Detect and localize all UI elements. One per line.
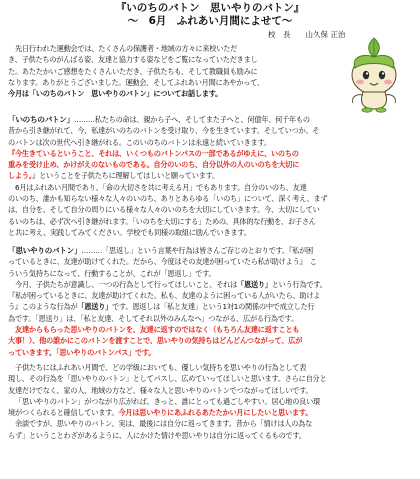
section-text: という行為です。 xyxy=(271,279,327,289)
section-text: らず」ということわざがあるように、人にかけた情けや思いやりは自分に返ってくるものです。 xyxy=(8,430,306,440)
section-text: ………私たちの命は、親から子へ、そしてまた子へと、何億年、何千年もの xyxy=(73,115,310,124)
page-title: 『いのちのバトン 思いやりのバトン』 xyxy=(115,2,305,14)
intro-line: き、子供たちのがんばる姿、友達と協力する姿などをご覧になっていただきまし xyxy=(8,55,258,65)
section-heading: 「いのちのバトン」 xyxy=(8,115,74,124)
section-heading: 「思いやりのバトン」 xyxy=(8,246,82,255)
author-line: 校 長 山久保 正治 xyxy=(268,30,346,39)
keyword: 「恩送り」 xyxy=(237,279,272,289)
section-life-baton xyxy=(8,114,412,238)
highlight-text: っていきます。「思いやりのバトンパス」です。 xyxy=(8,347,156,357)
intro-line: なります。ありがとうございました。運動会、そしてふれあい月間にあやかって、 xyxy=(8,77,264,87)
intro-line: 先日行われた運動会では、たくさんの保護者・地域の方々に来校いただ xyxy=(15,44,238,53)
section-text: 境がつくられると確信しています。 xyxy=(8,408,119,418)
section-text: 友達だけでなく、家の人、地域の方など、様々な人と思いやりのバトンでつながってほしいです。 xyxy=(8,385,313,395)
highlight-text: 今月は思いやりにあふれるあたたかい月にしたいと思います。 xyxy=(118,408,313,418)
section-text: 子供たちにはふれあい月間で、どの学級においても、優しい気持ちを思いやりの行為として表 xyxy=(15,363,307,372)
mascot-illustration xyxy=(333,35,415,113)
section-text: 『私が困っているときに、友達が助けてくれた。私も、友達のように困っている人がいたら、助けよ xyxy=(8,291,321,301)
section-text: ういう気持ちになって、行動することが、これが「恩返し」です。 xyxy=(8,268,216,278)
section-text: です。恩返しは「私と友達」という1対1の関係の中で成立した行 xyxy=(112,302,315,312)
section-text: るいのちは、必ず次へ引き継がれます。「いのちを大切にする」ための、具体的な行動を、お子さん xyxy=(8,216,316,226)
section-text: と共に考え、実践してみてください。学校でも同様の取組に励んでいきます。 xyxy=(8,227,251,237)
keyword: 「恩送り」 xyxy=(77,302,113,312)
section-text: 余談ですが、思いやりのバトン、実は、最後には自分に返ってきます。昔から「情けは人の為な xyxy=(15,419,313,429)
section-text: のバトンは次の世代へ引き継がれる。このいのちのバトンは永遠と続いていきます。 xyxy=(8,137,271,147)
intro-bold-line: 今月は「いのちのバトン 思いやりのバトン」についてお話します。 xyxy=(8,89,223,99)
section-text: 今月、子供たちが意識し、一つの行為として行ってほしいこと、それは xyxy=(15,279,238,289)
intro-line: た。あたたかいご感想をたくさんいただき、子供たちも、そして教職員も励みに xyxy=(8,66,258,76)
section-text: う』このような行為が xyxy=(8,302,78,312)
highlight-text: 重みを受け止め、かけがえのないものである。自分のいのち、自分以外の人のいのちを大切に xyxy=(8,160,300,170)
section-text: っているときに、友達が助けてくれた。だから、今度はその友達が困っていたら私が助けよう』 こ xyxy=(8,257,317,267)
section-text: 「思いやりのバトン」がつながり広がれば、きっと、誰にとっても過ごしやすい、居心地の良い環 xyxy=(15,396,320,406)
section-text: 現し、その行為を「思いやりのバトン」としてパスし、広めていってほしいと思います。さらに自分と xyxy=(8,374,327,384)
highlight-text: しよう。 xyxy=(8,171,33,181)
highlight-text: 大事！）、他の誰かにこのバトンを渡すことで、思いやりの気持ちはどんどんつながって、広が xyxy=(8,336,303,346)
section-text: 為です。「恩送り」は、「私と友達、そしてそれ以外のみんなへ」つながる、広がる行為です。 xyxy=(8,313,298,323)
section-text: ………「思返し」という言葉や行為は皆さんご存じのとおりです。『私が困 xyxy=(81,246,313,255)
section-text: 』ということを子供たちに理解してほしいと願っています。 xyxy=(32,171,219,181)
intro-paragraph xyxy=(8,43,313,99)
section-closing xyxy=(8,362,412,441)
section-text: 昔から引き継がれて、今、私達がいのちのバトンを受け取り、今を生きています。そしていつか、そ xyxy=(8,126,320,136)
highlight-text: 友達からもらった思いやりのバトンを、友達に返すのではなく（もちろん友達に返すことも xyxy=(15,325,300,335)
section-text: 6月はふれあい月間であり、「命の大切さを共に考える月」でもあります。自分のいのち、友達 xyxy=(15,182,307,192)
section-text: は、自分を、そして自分の周りにいる様々な人々のいのちを大切にしていきます。今、大切にしてい xyxy=(8,205,320,215)
page-subtitle: ～ 6月 ふれあい月間によせて～ xyxy=(127,15,293,27)
section-kindness-baton xyxy=(8,245,412,358)
highlight-text: 『今生きているということ、それは、いくつものバトンパスの一部であるがゆえに、いのちの xyxy=(8,148,299,158)
section-text: のいのち、誰かも知らない様々な人々のいのち、ありとあらゆる「いのち」について、深く考え、まず xyxy=(8,194,328,204)
